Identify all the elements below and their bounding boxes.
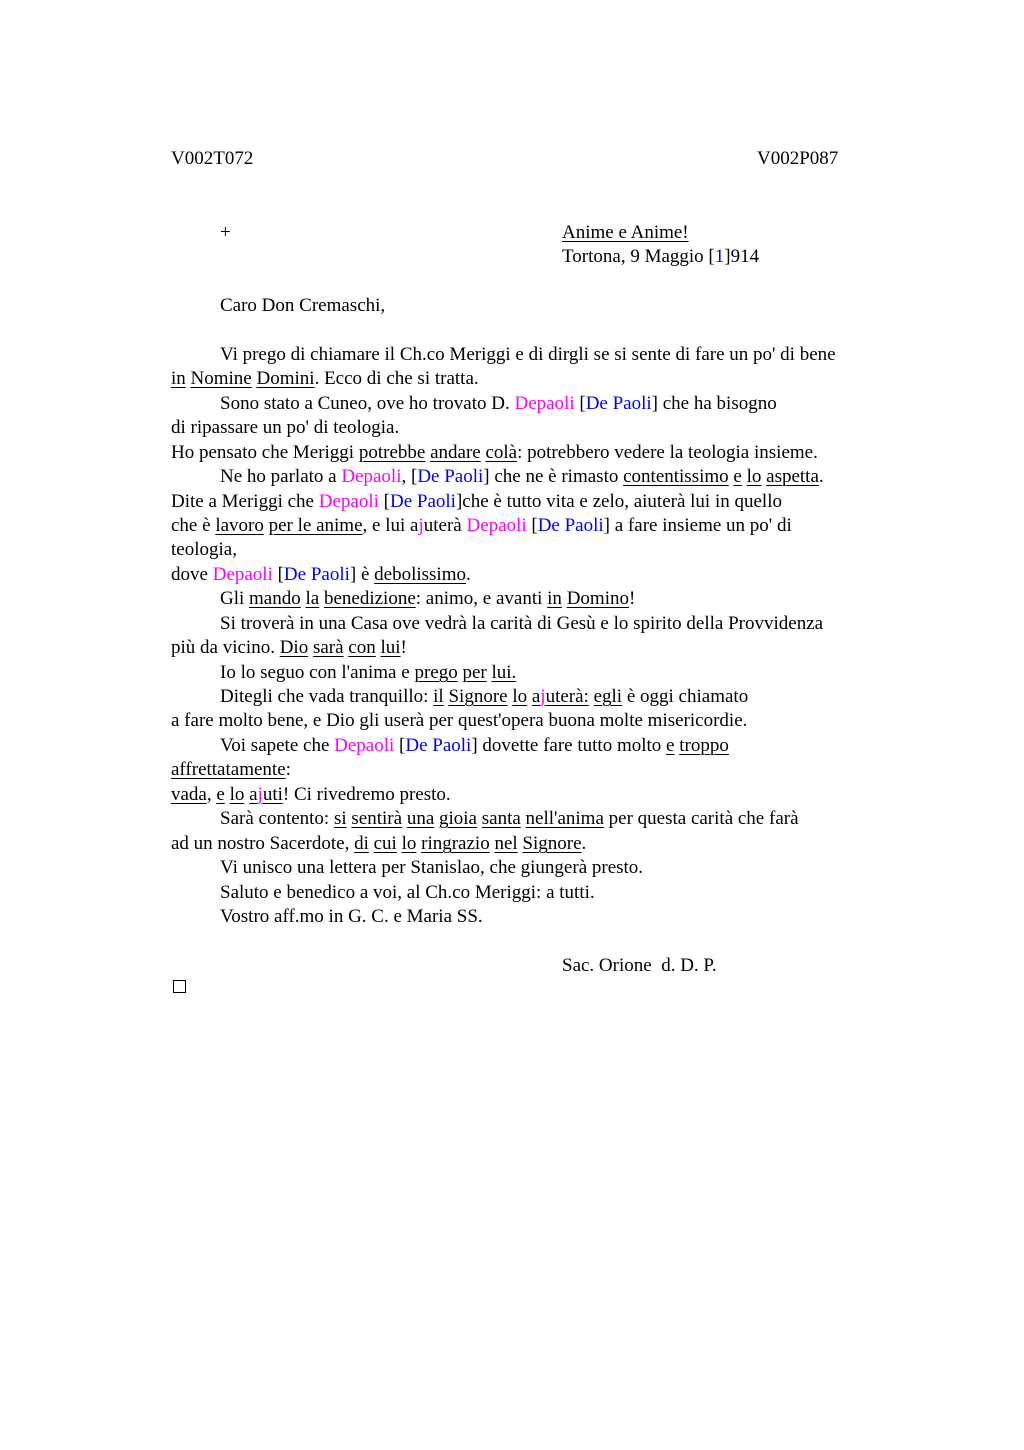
text-run: a xyxy=(249,784,258,805)
text-run: uterà xyxy=(423,515,467,536)
text-run: è oggi chiamato xyxy=(622,686,749,707)
text-run: ! xyxy=(628,588,636,609)
name-correction: 1 xyxy=(714,246,725,267)
text-run: mando xyxy=(249,588,301,609)
name-correction: De Paoli xyxy=(417,466,484,487)
text-run: più da vicino. xyxy=(171,637,280,658)
text-run: Domino xyxy=(566,588,629,609)
header-right-id: V002P087 xyxy=(757,148,839,169)
text-run: lo xyxy=(229,784,245,805)
text-run: troppo xyxy=(679,735,729,756)
text-run: uterà: xyxy=(545,686,589,707)
text-run: Vostro aff.mo in G. C. e Maria SS. xyxy=(220,906,483,927)
text-run: lo xyxy=(401,833,417,854)
text-run: Dio xyxy=(279,637,309,658)
header-left-id: V002T072 xyxy=(171,148,254,169)
text-run: lui xyxy=(380,637,401,658)
body-line xyxy=(171,711,747,730)
text-run: : animo, e avanti xyxy=(415,588,548,609)
text-run: con xyxy=(348,637,376,658)
body-line xyxy=(220,345,836,364)
text-run: ]che è tutto vita e zelo, aiuterà lui in quello xyxy=(455,491,782,512)
end-box-icon xyxy=(173,980,186,993)
text-run: sarà xyxy=(312,637,344,658)
text-run: . Ecco di che si tratta. xyxy=(314,368,479,389)
text-run: Gli xyxy=(220,588,250,609)
text-run: ad un nostro Sacerdote, xyxy=(171,833,355,854)
text-run: ringrazio xyxy=(421,833,490,854)
text-run: egli xyxy=(593,686,623,707)
text-run: teologia, xyxy=(171,539,237,560)
text-run: [ xyxy=(378,491,390,512)
name-highlight: j xyxy=(257,784,263,805)
name-correction: De Paoli xyxy=(585,393,652,414)
name-highlight: Depaoli xyxy=(212,564,273,585)
text-run: , xyxy=(206,784,217,805)
date-line xyxy=(562,247,759,266)
name-highlight: Depaoli xyxy=(334,735,395,756)
text-run: potrebbe xyxy=(358,442,426,463)
text-run: [ xyxy=(526,515,538,536)
cross-mark: + xyxy=(220,222,231,243)
text-run: lui. xyxy=(491,662,517,683)
text-run: Dite a Meriggi che xyxy=(171,491,319,512)
text-run: ! Ci rivedremo presto. xyxy=(282,784,451,805)
name-highlight: j xyxy=(418,515,424,536)
body-line xyxy=(171,369,479,388)
name-highlight: j xyxy=(540,686,546,707)
text-run: contentissimo xyxy=(623,466,729,487)
body-line xyxy=(171,516,792,535)
text-run: Ditegli che vada tranquillo: xyxy=(220,686,434,707)
text-run: ] che ne è rimasto xyxy=(483,466,624,487)
text-run: e xyxy=(216,784,225,805)
text-run: : potrebbero vedere la teologia insieme. xyxy=(517,442,818,463)
text-run: [ xyxy=(272,564,284,585)
text-run: Voi sapete che xyxy=(220,735,335,756)
name-highlight: Depaoli xyxy=(514,393,575,414)
text-run: per questa carità che farà xyxy=(603,808,799,829)
text-run: lo xyxy=(746,466,762,487)
body-line xyxy=(220,809,799,828)
text-run: nell'anima xyxy=(525,808,604,829)
text-run: ! xyxy=(400,637,407,658)
text-run: cui xyxy=(373,833,397,854)
body-line xyxy=(220,883,595,902)
text-run: dove xyxy=(171,564,213,585)
text-run: . xyxy=(581,833,587,854)
text-run: Si troverà in una Casa ove vedrà la carità di Gesù e lo spirito della Provvidenza xyxy=(220,613,824,634)
body-line xyxy=(220,907,483,926)
text-run: Domini xyxy=(256,368,315,389)
name-highlight: Depaoli xyxy=(341,466,402,487)
text-run: sentirà xyxy=(351,808,403,829)
text-run: per le anime xyxy=(268,515,363,536)
body-line xyxy=(220,394,777,413)
signature: Sac. Orione d. D. P. xyxy=(562,955,717,976)
text-run: [ xyxy=(394,735,406,756)
text-run: [ xyxy=(574,393,586,414)
body-line xyxy=(220,858,643,877)
text-run: . xyxy=(818,466,824,487)
body-line xyxy=(171,760,291,779)
text-run: , [ xyxy=(401,466,418,487)
text-run: aspetta xyxy=(766,466,819,487)
text-run: il xyxy=(433,686,444,707)
text-run: Io lo seguo con l'anima e xyxy=(220,662,415,683)
body-line xyxy=(171,418,399,437)
text-run: debolissimo xyxy=(374,564,466,585)
salutation: Caro Don Cremaschi, xyxy=(220,295,386,316)
body-line xyxy=(220,614,823,633)
text-run: nel xyxy=(494,833,518,854)
text-run: andare xyxy=(430,442,481,463)
text-run: una xyxy=(406,808,435,829)
text-run: benedizione xyxy=(323,588,416,609)
text-run: vada xyxy=(171,784,207,805)
name-highlight: Depaoli xyxy=(466,515,527,536)
text-run: : xyxy=(285,759,291,780)
text-run: Saluto e benedico a voi, al Ch.co Meriggi: a tutti. xyxy=(220,882,595,903)
text-run: e xyxy=(666,735,675,756)
text-run: per xyxy=(462,662,487,683)
text-run: affrettatamente xyxy=(171,759,286,780)
text-run: lavoro xyxy=(215,515,264,536)
text-run: ] a fare insieme un po' di xyxy=(603,515,792,536)
text-run: ]914 xyxy=(724,246,760,267)
body-line xyxy=(220,687,748,706)
body-line xyxy=(171,540,237,559)
text-run: prego xyxy=(414,662,458,683)
body-line xyxy=(220,663,516,682)
text-run: gioia xyxy=(439,808,477,829)
name-correction: De Paoli xyxy=(405,735,472,756)
text-run: Ne ho parlato a xyxy=(220,466,342,487)
text-run: di ripassare un po' di teologia. xyxy=(171,417,400,438)
text-run: Vi unisco una lettera per Stanislao, che giungerà presto. xyxy=(220,857,644,878)
text-run: lo xyxy=(512,686,528,707)
text-run: Ho pensato che Meriggi xyxy=(171,442,359,463)
body-line xyxy=(171,834,586,853)
body-line xyxy=(220,589,635,608)
text-run: Sarà contento: xyxy=(220,808,334,829)
body-line xyxy=(171,785,451,804)
name-correction: De Paoli xyxy=(389,491,456,512)
text-run: santa xyxy=(481,808,521,829)
text-run: Nomine xyxy=(190,368,252,389)
body-line xyxy=(220,736,729,755)
text-run: di xyxy=(354,833,369,854)
text-run: si xyxy=(333,808,347,829)
text-run: ] è xyxy=(349,564,375,585)
text-run: . xyxy=(466,564,471,585)
text-run: che è xyxy=(171,515,216,536)
text-run: Signore xyxy=(448,686,508,707)
text-run: e xyxy=(733,466,742,487)
text-run: la xyxy=(305,588,320,609)
text-run: Signore xyxy=(522,833,582,854)
text-run: Vi prego di chiamare il Ch.co Meriggi e di dirgli se si sente di fare un po' di bene xyxy=(220,344,836,365)
text-run: a fare molto bene, e Dio gli userà per quest'opera buona molte misericordie. xyxy=(171,710,748,731)
body-line xyxy=(171,492,782,511)
body-line xyxy=(220,467,824,486)
body-line xyxy=(171,638,407,657)
text-run: in xyxy=(171,368,186,389)
text-run: a xyxy=(531,686,541,707)
body-line xyxy=(171,443,818,462)
text-run: ] che ha bisogno xyxy=(651,393,777,414)
name-correction: De Paoli xyxy=(283,564,350,585)
text-run: Tortona, 9 Maggio [ xyxy=(562,246,715,267)
name-correction: De Paoli xyxy=(537,515,604,536)
body-line xyxy=(171,565,471,584)
motto: Anime e Anime! xyxy=(562,222,689,243)
text-run: in xyxy=(547,588,562,609)
text-run: ] dovette fare tutto molto xyxy=(471,735,667,756)
text-run: , e lui a xyxy=(362,515,419,536)
text-run: uti xyxy=(262,784,283,805)
text-run: colà xyxy=(485,442,518,463)
name-highlight: Depaoli xyxy=(318,491,379,512)
text-run: Sono stato a Cuneo, ove ho trovato D. xyxy=(220,393,515,414)
